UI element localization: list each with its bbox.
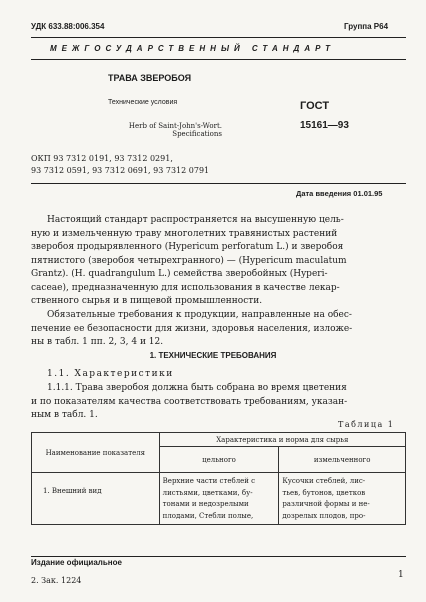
section-heading: 1. ТЕХНИЧЕСКИЕ ТРЕБОВАНИЯ — [149, 351, 277, 360]
group-code: Группа Р64 — [344, 22, 389, 31]
header-whole: цельного — [159, 447, 279, 473]
requirements-paragraph: 1.1.1. Трава зверобоя должна быть собрана во время цветения и по показателям качества соответствовать требованиям, указан- ным в табл. 1. — [31, 383, 348, 420]
row-appearance-name: 1. Внешний вид — [32, 473, 160, 525]
effective-date: Дата введения 01.01.95 — [296, 189, 383, 198]
header-cut: измельченного — [279, 447, 406, 473]
header-indicator-name: Наименование показателя — [32, 433, 160, 473]
header-characteristic: Характеристика и норма для сырья — [159, 433, 405, 447]
subsection-heading: 1.1. Характеристики — [47, 369, 174, 379]
standard-title: ТРАВА ЗВЕРОБОЯ — [108, 73, 192, 83]
gost-label: ГОСТ — [300, 100, 330, 112]
banner-rule — [31, 59, 406, 60]
table-caption: Таблица 1 — [338, 420, 395, 429]
row-appearance-whole: Верхние части стеблей с листьями, цветками, бу- тонами и недозрелыми плодами, Стебли полые, — [159, 473, 279, 525]
mid-rule — [31, 183, 406, 184]
okp-codes: ОКП 93 7312 0191, 93 7312 0291, 93 7312 0591, 93 7312 0691, 93 7312 0791 — [31, 154, 210, 175]
order-number: 2. Зак. 1224 — [31, 576, 82, 585]
table-1 — [31, 432, 406, 525]
top-rule — [31, 37, 406, 38]
page-number: 1 — [398, 570, 404, 580]
official-edition: Издание официальное — [31, 558, 122, 567]
footer-rule — [31, 556, 406, 557]
intro-paragraph: Настоящий стандарт распространяется на высушенную цель- ную и измельченную траву многолетних травянистых растений зверобоя продырявленного (Hypericum perforatum L.) и зверобоя пятнистого (зверобоя четырехгранного) — (Hypericum maculatum Grantz). (H. quadrangulum L.) семейства зверобойных (Hyperi- caceae), предназначенную для использования в качестве лекар- ственного сырья и в пищевой промышленности. — [31, 215, 347, 306]
technical-conditions: Технические условия — [108, 99, 178, 106]
gost-number: 15161—93 — [300, 120, 349, 131]
udk-code: УДК 633.88:006.354 — [31, 22, 105, 31]
english-title: Herb of Saint-John's-Wort. Specifications — [128, 122, 222, 138]
row-appearance-cut: Кусочки стеблей, лис- тьев, бутонов, цветков различной формы и не- дозрелых плодов, про- — [279, 473, 406, 525]
safety-paragraph: Обязательные требования к продукции, направленные на обес- печение ее безопасности для жизни, здоровья населения, изложе- ны в табл. 1 пп. 2, 3, 4 и 12. — [31, 310, 353, 347]
interstate-standard-banner: МЕЖГОСУДАРСТВЕННЫЙ СТАНДАРТ — [50, 44, 336, 53]
